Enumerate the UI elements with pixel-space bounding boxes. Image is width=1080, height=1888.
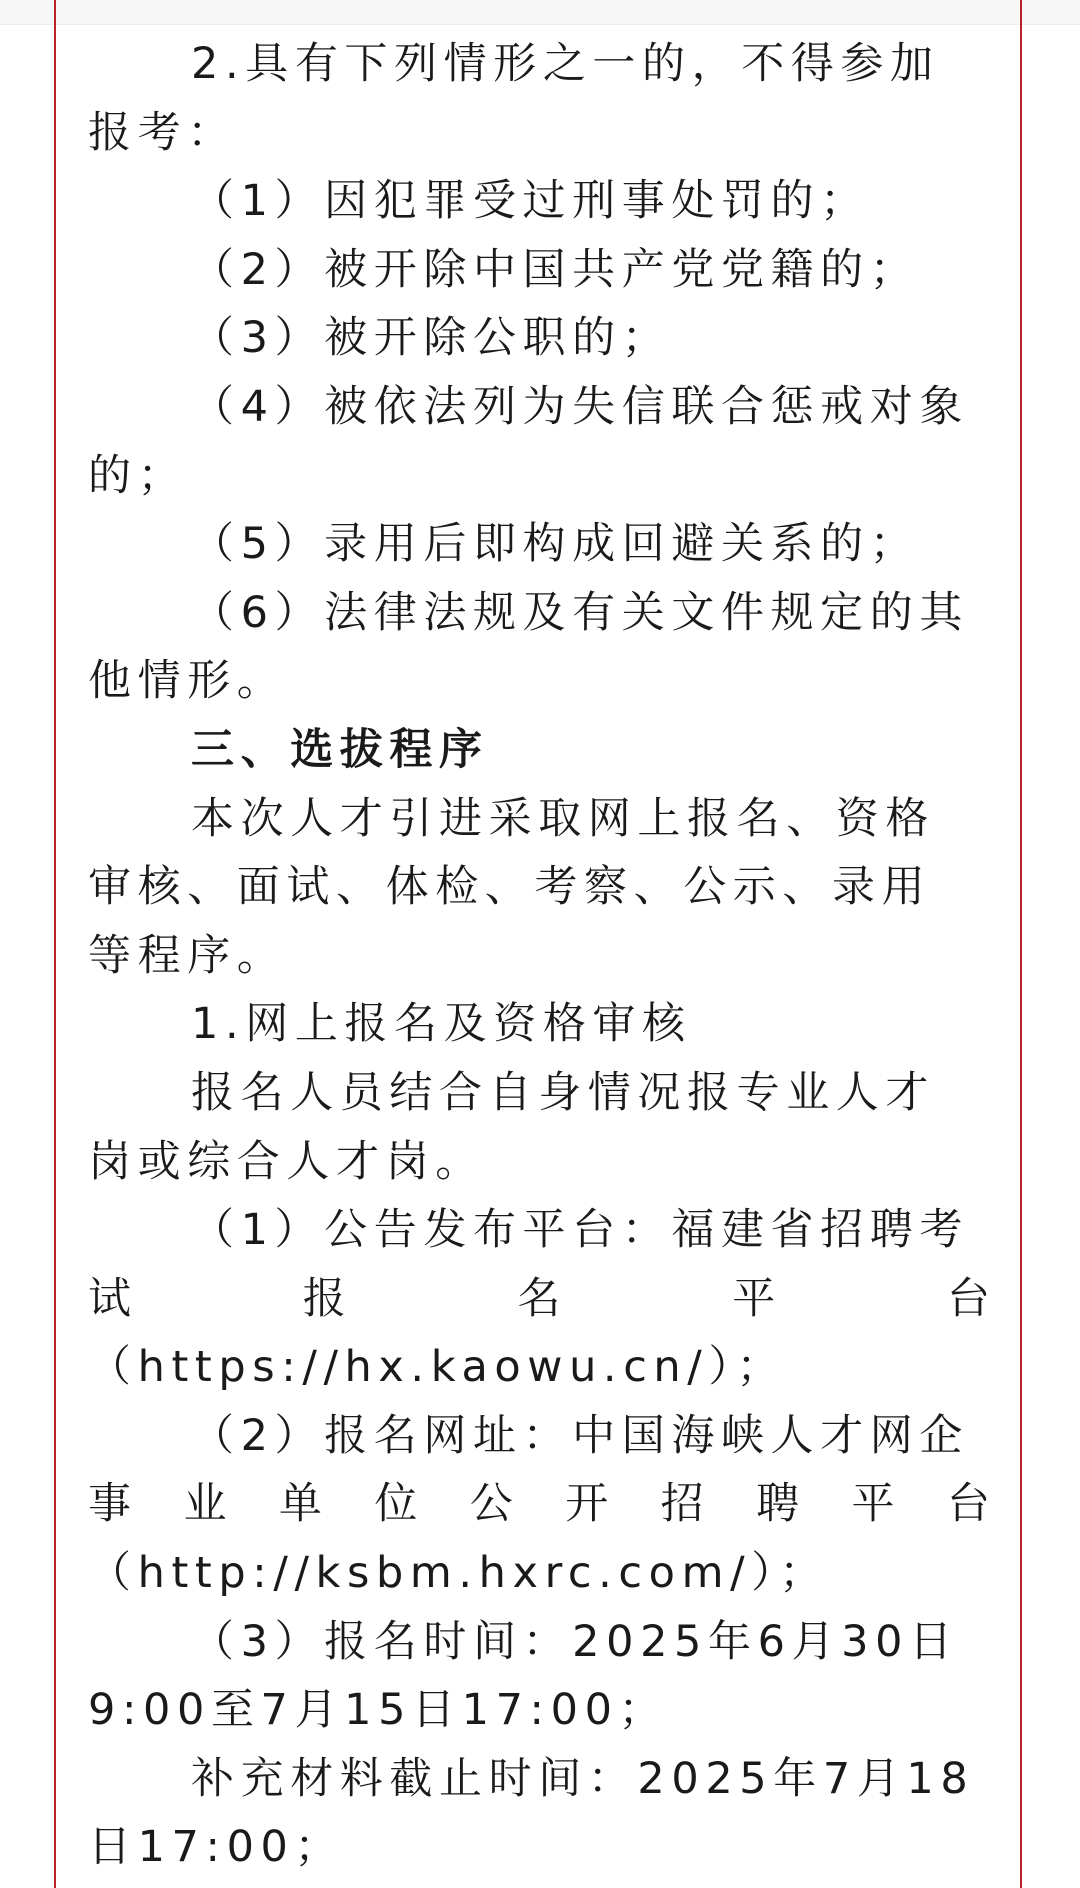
char: 名	[517, 1273, 561, 1324]
char: 平	[851, 1479, 895, 1530]
condition-item-3: （3）被开除公职的；	[191, 313, 672, 364]
condition-item-4: （4）被依法列为失信联合惩戒对象	[191, 381, 969, 432]
announcement-platform: （1）公告发布平台：福建省招聘考	[191, 1205, 969, 1256]
char: 单	[278, 1479, 322, 1530]
supplementary-deadline: 补充材料截止时间：2025年7月18	[191, 1753, 975, 1804]
announcement-platform-url: （https://hx.kaowu.cn/）；	[88, 1342, 787, 1393]
section-heading-selection: 三、选拔程序	[191, 724, 489, 775]
registration-paragraph: 报名人员结合自身情况报专业人才	[191, 1067, 935, 1118]
char: 招	[660, 1479, 704, 1530]
subsection-heading-online-registration: 1.网上报名及资格审核	[191, 999, 692, 1050]
char: 公	[469, 1479, 513, 1530]
condition-heading-cont: 报考：	[88, 107, 237, 158]
registration-time-cont: 9:00至7月15日17:00；	[88, 1685, 669, 1736]
registration-website-cont	[88, 1470, 990, 1539]
char: 业	[183, 1479, 227, 1530]
document-body	[88, 30, 990, 1882]
announcement-platform-cont	[88, 1265, 990, 1334]
registration-website: （2）报名网址：中国海峡人才网企	[191, 1410, 969, 1461]
char: 平	[732, 1273, 776, 1324]
condition-item-4-cont: 的；	[88, 450, 188, 501]
char: 开	[565, 1479, 609, 1530]
char: 报	[302, 1273, 346, 1324]
procedure-paragraph: 本次人才引进采取网上报名、资格	[191, 793, 935, 844]
registration-time: （3）报名时间：2025年6月30日	[191, 1616, 959, 1667]
condition-item-6-cont: 他情形。	[88, 656, 287, 707]
registration-website-url: （http://ksbm.hxrc.com/）；	[88, 1548, 829, 1599]
condition-item-2: （2）被开除中国共产党党籍的；	[191, 244, 920, 295]
condition-item-5: （5）录用后即构成回避关系的；	[191, 519, 920, 570]
char: 试	[88, 1273, 131, 1324]
condition-heading: 2.具有下列情形之一的，不得参加	[191, 39, 940, 89]
char: 聘	[756, 1479, 800, 1530]
procedure-paragraph-cont-2: 等程序。	[88, 930, 287, 981]
supplementary-deadline-cont: 日17:00；	[88, 1822, 345, 1873]
char: 台	[947, 1273, 990, 1324]
char: 位	[374, 1479, 418, 1530]
condition-item-1: （1）因犯罪受过刑事处罚的；	[191, 176, 870, 227]
condition-item-6: （6）法律法规及有关文件规定的其	[191, 587, 969, 638]
char: 台	[946, 1479, 990, 1530]
registration-paragraph-cont: 岗或综合人才岗。	[88, 1136, 485, 1187]
char: 事	[88, 1479, 131, 1530]
procedure-paragraph-cont-1: 审核、面试、体检、考察、公示、录用	[88, 862, 932, 913]
